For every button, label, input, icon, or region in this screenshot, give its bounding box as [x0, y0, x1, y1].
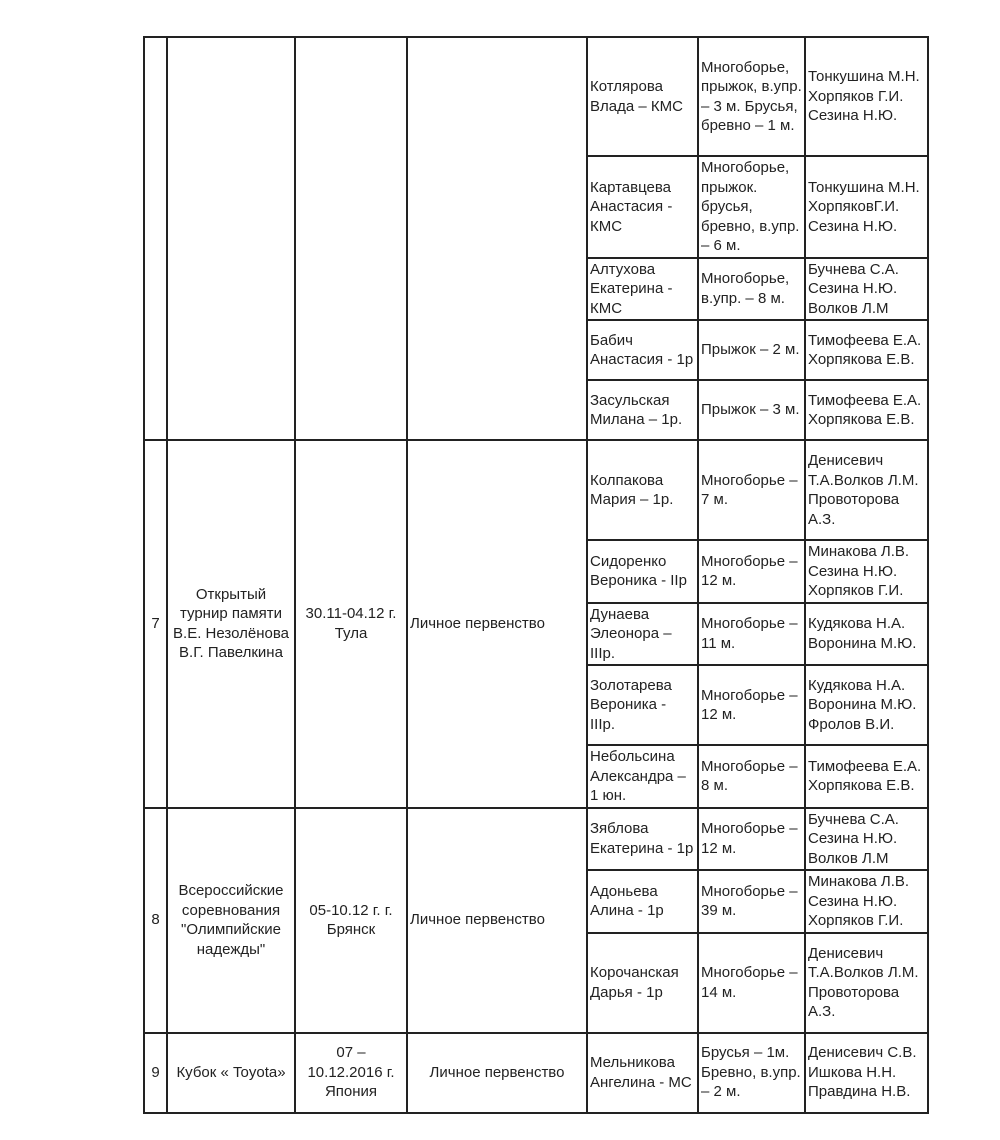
results-cell: Прыжок – 3 м.: [698, 380, 805, 440]
athlete-cell: Котлярова Влада – КМС: [587, 37, 698, 156]
athlete-cell: Зяблова Екатерина - 1р: [587, 808, 698, 871]
table-body: [144, 37, 928, 1113]
results-cell: Многоборье – 11 м.: [698, 603, 805, 666]
row-number: 9: [144, 1033, 167, 1113]
athlete-cell: Небольсина Александра – 1 юн.: [587, 745, 698, 808]
coaches-cell: Кудякова Н.А. Воронина М.Ю.: [805, 603, 928, 666]
coaches-cell: Минакова Л.В. Сезина Н.Ю. Хорпяков Г.И.: [805, 870, 928, 933]
results-cell: Брусья – 1м. Бревно, в.упр. – 2 м.: [698, 1033, 805, 1113]
results-cell: Многоборье, в.упр. – 8 м.: [698, 258, 805, 321]
coaches-cell: Денисевич С.В. Ишкова Н.Н. Правдина Н.В.: [805, 1033, 928, 1113]
coaches-cell: Тонкушина М.Н. Хорпяков Г.И. Сезина Н.Ю.: [805, 37, 928, 156]
coaches-cell: Тимофеева Е.А. Хорпякова Е.В.: [805, 380, 928, 440]
athlete-cell: Золотарева Вероника - IIIр.: [587, 665, 698, 745]
coaches-cell: Бучнева С.А. Сезина Н.Ю. Волков Л.М: [805, 258, 928, 321]
results-cell: Многоборье, прыжок, в.упр. – 3 м. Брусья, бревно – 1 м.: [698, 37, 805, 156]
coaches-cell: Денисевич Т.А.Волков Л.М. Провоторова А.З.: [805, 933, 928, 1033]
coaches-cell: Минакова Л.В. Сезина Н.Ю. Хорпяков Г.И.: [805, 540, 928, 603]
event-type: Личное первенство: [407, 1033, 587, 1113]
coaches-cell: Тимофеева Е.А. Хорпякова Е.В.: [805, 745, 928, 808]
athlete-cell: Колпакова Мария – 1р.: [587, 440, 698, 540]
table-row: [144, 440, 928, 540]
event-dates: 07 – 10.12.2016 г. Япония: [295, 1033, 407, 1113]
coaches-cell: Бучнева С.А. Сезина Н.Ю. Волков Л.М: [805, 808, 928, 871]
table-row: [144, 37, 928, 156]
results-cell: Многоборье, прыжок. брусья, бревно, в.упр. – 6 м.: [698, 156, 805, 258]
event-dates: 05-10.12 г. г. Брянск: [295, 808, 407, 1033]
event-type: Личное первенство: [407, 808, 587, 1033]
results-cell: Многоборье – 8 м.: [698, 745, 805, 808]
row-number: [144, 37, 167, 440]
table-row: [144, 1033, 928, 1113]
event-name: Открытый турнир памяти В.Е. Незолёнова В.Г. Павелкина: [167, 440, 295, 808]
athlete-cell: Алтухова Екатерина - КМС: [587, 258, 698, 321]
event-type: Личное первенство: [407, 440, 587, 808]
event-dates: 30.11-04.12 г. Тула: [295, 440, 407, 808]
athlete-cell: Бабич Анастасия - 1р: [587, 320, 698, 380]
event-name: Кубок « Toyota»: [167, 1033, 295, 1113]
event-name: Всероссийские соревнования "Олимпийские надежды": [167, 808, 295, 1033]
coaches-cell: Тимофеева Е.А. Хорпякова Е.В.: [805, 320, 928, 380]
athlete-cell: Корочанская Дарья - 1р: [587, 933, 698, 1033]
results-cell: Многоборье – 12 м.: [698, 808, 805, 871]
row-number: 7: [144, 440, 167, 808]
event-type: [407, 37, 587, 440]
athlete-cell: Картавцева Анастасия - КМС: [587, 156, 698, 258]
results-cell: Многоборье – 12 м.: [698, 665, 805, 745]
results-cell: Многоборье – 39 м.: [698, 870, 805, 933]
results-cell: Многоборье – 14 м.: [698, 933, 805, 1033]
coaches-cell: Денисевич Т.А.Волков Л.М. Провоторова А.З.: [805, 440, 928, 540]
event-dates: [295, 37, 407, 440]
athlete-cell: Адоньева Алина - 1р: [587, 870, 698, 933]
coaches-cell: Тонкушина М.Н. ХорпяковГ.И. Сезина Н.Ю.: [805, 156, 928, 258]
results-cell: Многоборье – 12 м.: [698, 540, 805, 603]
row-number: 8: [144, 808, 167, 1033]
athlete-cell: Дунаева Элеонора – IIIр.: [587, 603, 698, 666]
results-cell: Прыжок – 2 м.: [698, 320, 805, 380]
competition-results-table: [143, 36, 929, 1114]
athlete-cell: Сидоренко Вероника - IIр: [587, 540, 698, 603]
event-name: [167, 37, 295, 440]
athlete-cell: Мельникова Ангелина - МС: [587, 1033, 698, 1113]
table-row: [144, 808, 928, 871]
coaches-cell: Кудякова Н.А. Воронина М.Ю. Фролов В.И.: [805, 665, 928, 745]
results-cell: Многоборье – 7 м.: [698, 440, 805, 540]
athlete-cell: Засульская Милана – 1р.: [587, 380, 698, 440]
